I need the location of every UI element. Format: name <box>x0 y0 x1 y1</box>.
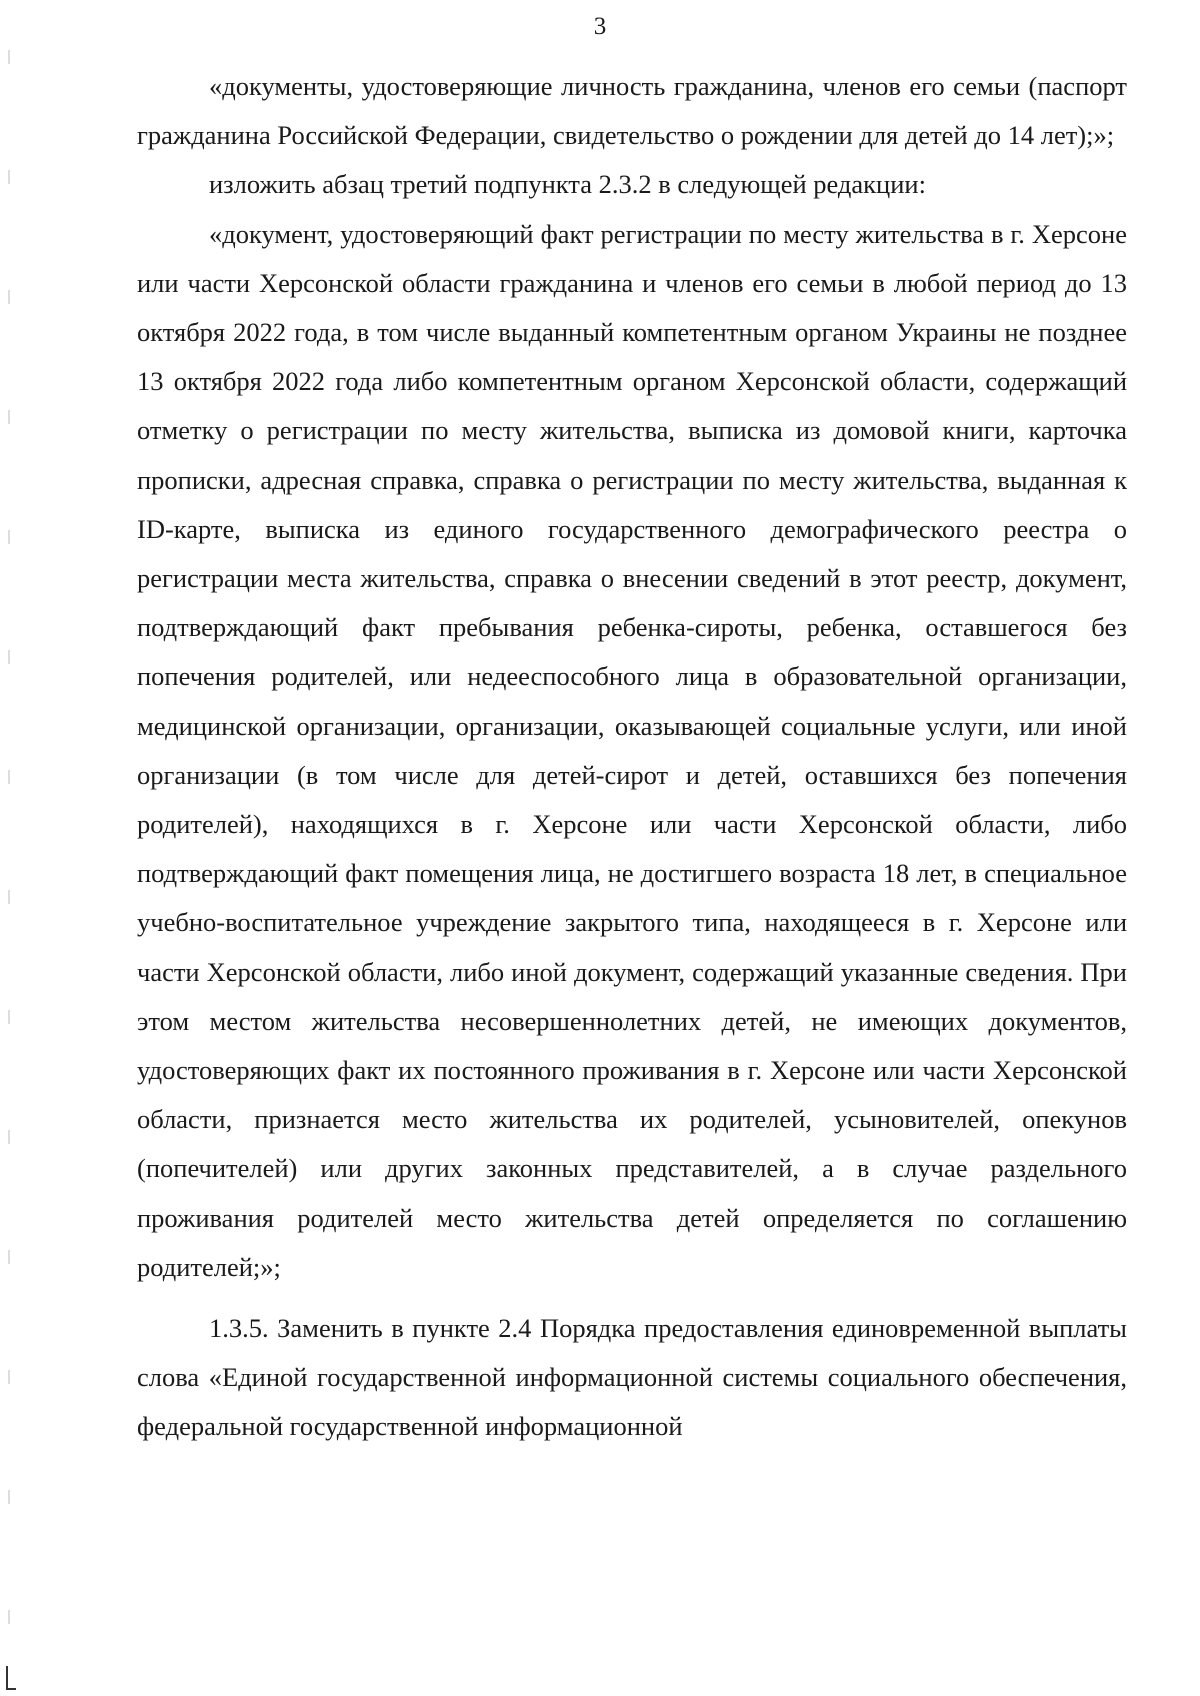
paragraph-identity-documents: «документы, удостоверяющие личность гражданина, членов его семьи (паспорт гражданина Российской Федерации, свидетельство о рождении для детей до 14 лет);»; <box>137 71 1127 151</box>
paragraph-clause-1-3-5: 1.3.5. Заменить в пункте 2.4 Порядка предоставления единовременной выплаты слова «Единой государственной информационной системы социального обеспечения, федеральной государственной информационной <box>137 1313 1127 1442</box>
document-body <box>137 62 1127 1452</box>
paragraph-registration-document: «документ, удостоверяющий факт регистрации по месту жительства в г. Херсоне или части Херсонской области гражданина и членов его семьи в любой период до 13 октября 2022 года, в том числе выданный компетентным органом Украины не позднее 13 октября 2022 года либо компетентным органом Херсонской области, содержащий отметку о регистрации по месту жительства, выписка из домовой книги, карточка прописки, адресная справка, справка о регистрации по месту жительства, выданная к ID-карте, выписка из единого государственного демографического реестра о регистрации места жительства, справка о внесении сведений в этот реестр, документ, подтверждающий факт пребывания ребенка-сироты, ребенка, оставшегося без попечения родителей, или недееспособного лица в образовательной организации, медицинской организации, организации, оказывающей социальные услуги, или иной организации (в том числе для детей-сирот и детей, оставшихся без попечения родителей), находящихся в г. Херсоне или части Херсонской области, либо подтверждающий факт помещения лица, не достигшего возраста 18 лет, в специальное учебно-воспитательное учреждение закрытого типа, находящееся в г. Херсоне или части Херсонской области, либо иной документ, содержащий указанные сведения. При этом местом жительства несовершеннолетних детей, не имеющих документов, удостоверяющих факт их постоянного проживания в г. Херсоне или части Херсонской области, признается место жительства их родителей, усыновителей, опекунов (попечителей) или других законных представителей, а в случае раздельного проживания родителей место жительства детей определяется по соглашению родителей;»; <box>137 218 1127 1282</box>
scan-edge-artifact <box>8 50 10 1650</box>
paragraph-amendment-instruction: изложить абзац третий подпункта 2.3.2 в следующей редакции: <box>209 169 926 200</box>
scan-corner-mark <box>6 1666 16 1690</box>
page-number: 3 <box>593 13 607 40</box>
